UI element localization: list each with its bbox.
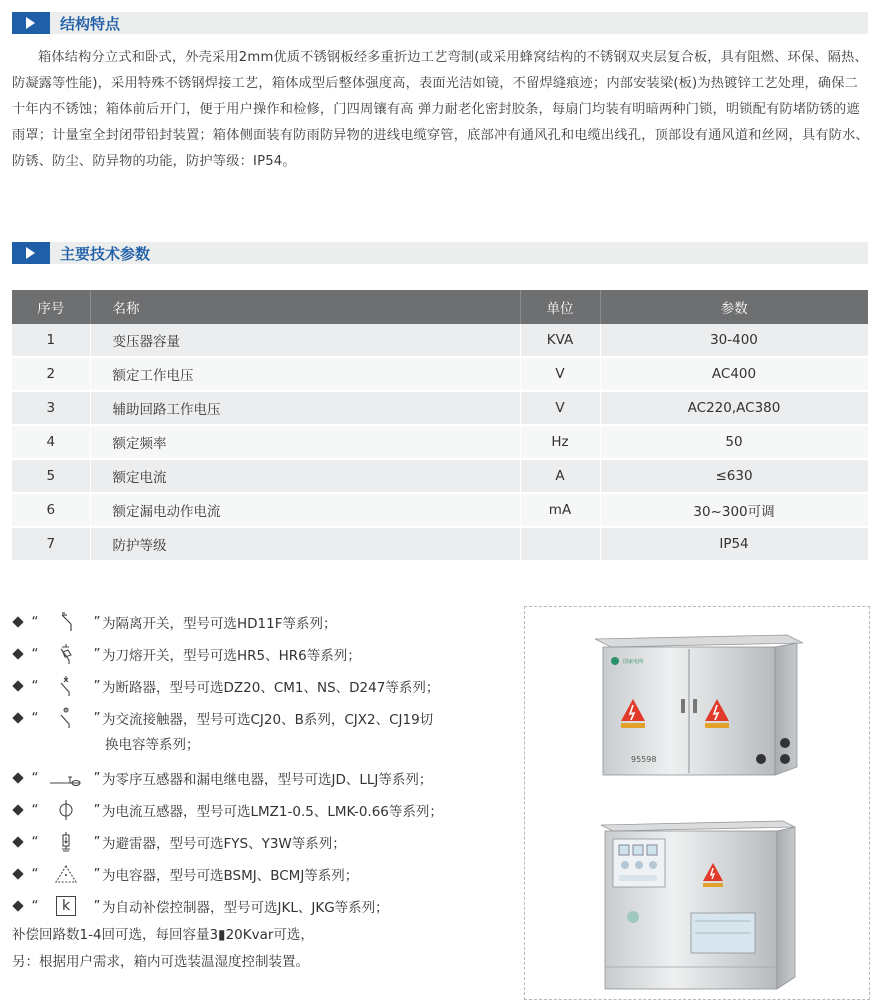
section-title: 结构特点	[60, 14, 121, 33]
contactor-icon	[40, 706, 92, 730]
open-quote: “	[31, 770, 39, 786]
close-quote: ”	[93, 898, 101, 914]
close-quote: ”	[93, 710, 101, 726]
k-controller-icon	[40, 894, 92, 918]
cell-name: 额定漏电动作电流	[90, 493, 520, 527]
play-arrow-icon	[12, 242, 50, 264]
open-quote: “	[31, 614, 39, 630]
isolating-switch-icon	[40, 610, 92, 634]
open-quote: “	[31, 710, 39, 726]
k-box: k	[56, 896, 76, 916]
bullet-diamond-icon	[12, 680, 23, 691]
cell-unit: V	[520, 391, 600, 425]
cell-index: 3	[12, 391, 90, 425]
circuit-breaker-icon	[40, 674, 92, 698]
legend-item	[12, 762, 512, 794]
legend-text: 为避雷器，型号可选FYS、Y3W等系列；	[102, 836, 346, 852]
cabinet-photo-top	[591, 625, 813, 791]
table-row	[12, 493, 868, 527]
section-header-structure	[12, 12, 868, 34]
table-row	[12, 357, 868, 391]
cell-index: 7	[12, 527, 90, 561]
bullet-diamond-icon	[12, 804, 23, 815]
note-line: 补偿回路数1-4回可选，每回容量3▮20Kvar可选，	[12, 927, 314, 943]
legend-text: 为零序互感器和漏电继电器，型号可选JD、LLJ等系列；	[102, 772, 433, 788]
legend-item	[12, 638, 512, 670]
table-row	[12, 527, 868, 561]
cell-value: ≤630	[600, 459, 868, 493]
bullet-diamond-icon	[12, 868, 23, 879]
bullet-diamond-icon	[12, 712, 23, 723]
table-row	[12, 425, 868, 459]
table-row	[12, 391, 868, 425]
cell-index: 1	[12, 324, 90, 357]
legend-text: 为自动补偿控制器，型号可选JKL、JKG等系列；	[102, 900, 389, 916]
surge-arrester-icon	[40, 830, 92, 854]
cabinet-photo-bottom	[595, 817, 805, 995]
table-row	[12, 324, 868, 357]
cell-name: 辅助回路工作电压	[90, 391, 520, 425]
legend-text: 为隔离开关，型号可选HD11F等系列；	[102, 616, 337, 632]
note-line: 另：根据用户需求，箱内可选装温湿度控制装置。	[12, 954, 309, 970]
legend-item	[12, 794, 512, 826]
table-row	[12, 459, 868, 493]
capacitor-icon	[40, 862, 92, 886]
close-quote: ”	[93, 866, 101, 882]
open-quote: “	[31, 678, 39, 694]
col-header: 单位	[520, 290, 600, 324]
cell-name: 防护等级	[90, 527, 520, 561]
cell-name: 额定电流	[90, 459, 520, 493]
cell-index: 6	[12, 493, 90, 527]
section-header-params	[12, 242, 868, 264]
cell-value: AC220,AC380	[600, 391, 868, 425]
cell-value: 50	[600, 425, 868, 459]
bullet-diamond-icon	[12, 648, 23, 659]
params-table	[12, 290, 869, 562]
section-title: 主要技术参数	[60, 244, 151, 263]
fuse-switch-icon	[40, 642, 92, 666]
legend-text: 为电流互感器，型号可选LMZ1-0.5、LMK-0.66等系列；	[102, 804, 443, 820]
cell-index: 5	[12, 459, 90, 493]
open-quote: “	[31, 866, 39, 882]
legend-text-continued: 换电容等系列；	[105, 737, 200, 753]
open-quote: “	[31, 802, 39, 818]
cell-name: 变压器容量	[90, 324, 520, 357]
bullet-diamond-icon	[12, 772, 23, 783]
cell-value: 30~300可调	[600, 493, 868, 527]
cell-name: 额定工作电压	[90, 357, 520, 391]
open-quote: “	[31, 646, 39, 662]
cell-value: IP54	[600, 527, 868, 561]
cell-unit: V	[520, 357, 600, 391]
cabinet-plate-text: 95598	[631, 755, 657, 764]
legend-item	[12, 858, 512, 890]
close-quote: ”	[93, 834, 101, 850]
close-quote: ”	[93, 646, 101, 662]
legend-text: 为电容器，型号可选BSMJ、BCMJ等系列；	[102, 868, 359, 884]
col-header: 序号	[12, 290, 90, 324]
close-quote: ”	[93, 678, 101, 694]
play-arrow-icon	[12, 12, 50, 34]
open-quote: “	[31, 898, 39, 914]
cell-value: 30-400	[600, 324, 868, 357]
bullet-diamond-icon	[12, 836, 23, 847]
bullet-diamond-icon	[12, 900, 23, 911]
open-quote: “	[31, 834, 39, 850]
legend-item	[12, 606, 512, 638]
legend-text: 为断路器，型号可选DZ20、CM1、NS、D247等系列；	[102, 680, 440, 696]
current-transformer-icon	[40, 798, 92, 822]
cell-value: AC400	[600, 357, 868, 391]
intro-paragraph: 箱体结构分立式和卧式，外壳采用2mm优质不锈钢板经多重折边工艺弯制(或采用蜂窝结构的不锈钢双夹层复合板，具有阻燃、环保、隔热、防凝露等性能)，采用特殊不锈钢焊接工艺，箱体成型后整体强度高，表面光洁如镜，不留焊缝痕迹；内部安装梁(板)为热镀锌工艺处理，确保二十年内不锈蚀；箱体前后开门，便于用户操作和检修，门四周镶有高 弹力耐老化密封胶条，每扇门均装有明暗两种门锁，明锁配有防堵防锈的遮雨罩；计量室全封闭带铅封装置；箱体侧面装有防雨防异物的进线电缆穿管，底部冲有通风孔和电缆出线孔，顶部设有通风道和丝网，具有防水、防锈、防尘、防异物的功能，防护等级：IP54。	[12, 50, 869, 169]
cell-unit: KVA	[520, 324, 600, 357]
cabinet-logo-text: 国家电网	[623, 659, 644, 665]
close-quote: ”	[93, 802, 101, 818]
legend-item	[12, 702, 512, 734]
product-photo-frame	[524, 606, 870, 1000]
close-quote: ”	[93, 770, 101, 786]
cell-unit: A	[520, 459, 600, 493]
cell-unit: mA	[520, 493, 600, 527]
legend-item	[12, 826, 512, 858]
cell-unit	[520, 527, 600, 561]
close-quote: ”	[93, 614, 101, 630]
col-header: 名称	[90, 290, 520, 324]
legend-item	[12, 890, 512, 922]
cell-name: 额定频率	[90, 425, 520, 459]
cell-index: 4	[12, 425, 90, 459]
bullet-diamond-icon	[12, 616, 23, 627]
table-header-row	[12, 290, 868, 324]
symbol-legend	[12, 606, 512, 976]
legend-text: 为交流接触器，型号可选CJ20、B系列，CJX2、CJ19切	[102, 712, 434, 728]
zero-sequence-ct-icon	[40, 766, 92, 790]
col-header: 参数	[600, 290, 868, 324]
legend-text: 为刀熔开关，型号可选HR5、HR6等系列；	[102, 648, 361, 664]
cell-index: 2	[12, 357, 90, 391]
legend-item	[12, 670, 512, 702]
cell-unit: Hz	[520, 425, 600, 459]
